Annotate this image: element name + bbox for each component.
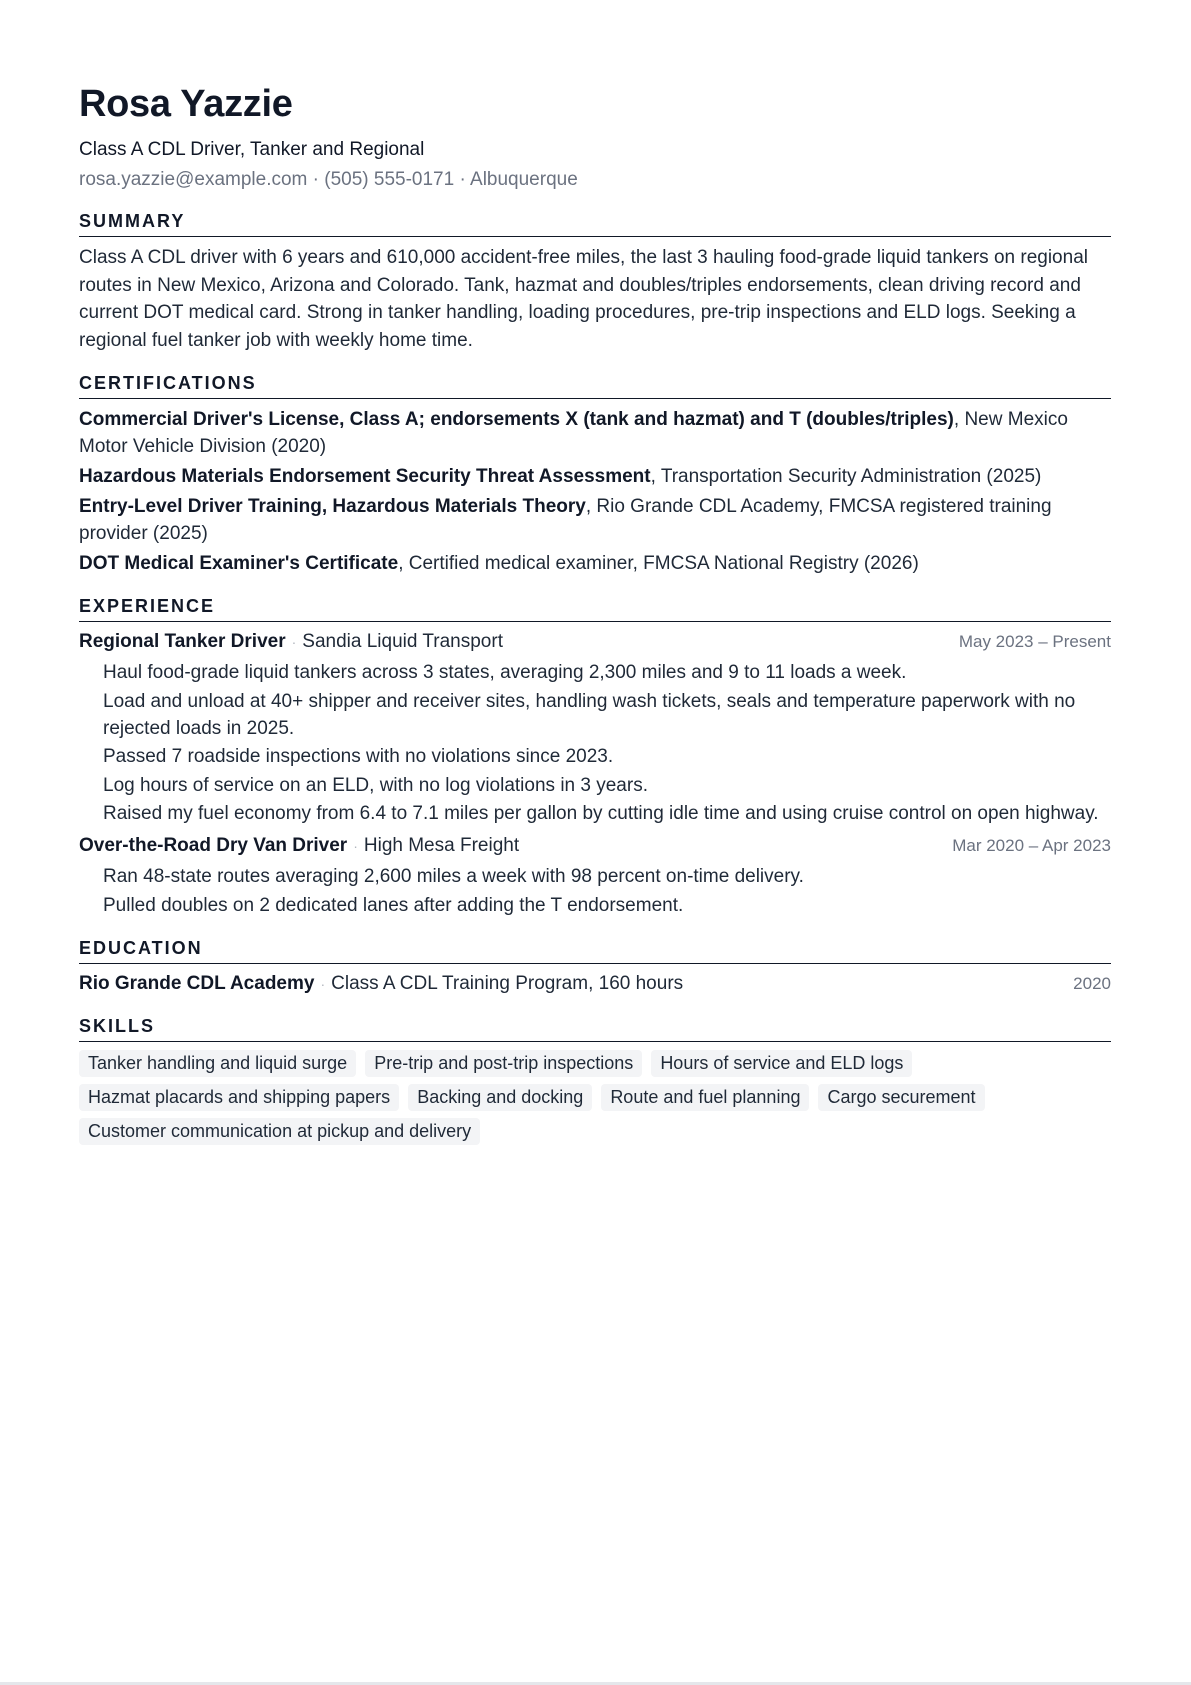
experience-section bbox=[79, 595, 1111, 919]
skills-list bbox=[79, 1050, 1111, 1145]
certification-detail: , New Mexico Motor Vehicle Division (2020) bbox=[79, 409, 1068, 457]
skill-chip: Hours of service and ELD logs bbox=[651, 1050, 912, 1077]
job-dates: May 2023 – Present bbox=[958, 632, 1111, 651]
certification-detail: , Rio Grande CDL Academy, FMCSA registered training provider (2025) bbox=[79, 496, 1052, 544]
skill-chip: Route and fuel planning bbox=[601, 1084, 809, 1111]
section-title-education: EDUCATION bbox=[79, 937, 1111, 964]
job-title: Regional Tanker Driver bbox=[79, 631, 286, 652]
certification-name: Commercial Driver's License, Class A; endorsements X (tank and hazmat) and T (doubles/triples) bbox=[79, 409, 954, 430]
job-bullets bbox=[79, 659, 1111, 827]
job-bullet: Passed 7 roadside inspections with no violations since 2023. bbox=[103, 746, 614, 767]
school-name: Rio Grande CDL Academy bbox=[79, 972, 315, 994]
certification-detail: , Transportation Security Administration (2025) bbox=[650, 466, 1042, 487]
job-bullet: Log hours of service on an ELD, with no log violations in 3 years. bbox=[103, 774, 648, 796]
certification-name: Entry-Level Driver Training, Hazardous Materials Theory bbox=[79, 496, 586, 517]
section-title-certifications: CERTIFICATIONS bbox=[79, 372, 1111, 399]
certification-detail: , Certified medical examiner, FMCSA National Registry (2026) bbox=[398, 553, 919, 574]
education-year: 2020 bbox=[1073, 973, 1111, 993]
certification-item bbox=[79, 463, 1111, 490]
company-name: Sandia Liquid Transport bbox=[302, 631, 503, 652]
job-dates: Mar 2020 – Apr 2023 bbox=[952, 836, 1111, 855]
contact-line: rosa.yazzie@example.com · (505) 555-0171 · Albuquerque bbox=[79, 169, 578, 190]
skill-chip: Cargo securement bbox=[818, 1084, 984, 1111]
certification-item bbox=[79, 406, 1111, 460]
certification-name: DOT Medical Examiner's Certificate bbox=[79, 553, 399, 574]
skill-chip: Backing and docking bbox=[408, 1084, 592, 1111]
certifications-section bbox=[79, 372, 1111, 577]
separator-dot: · bbox=[353, 838, 358, 854]
job-entry bbox=[79, 629, 1111, 827]
summary-text: Class A CDL driver with 6 years and 610,000 accident-free miles, the last 3 hauling food-grade liquid tankers on regional routes in New Mexico, Arizona and Colorado. Tank, hazmat and doubles/triples endorsements, clean driving record and current DOT medical card. Strong in tanker handling, loading procedures, pre-trip inspections and ELD logs. Seeking a regional fuel tanker job with weekly home time. bbox=[79, 247, 1088, 351]
skill-chip: Customer communication at pickup and delivery bbox=[79, 1118, 480, 1145]
job-bullet: Raised my fuel economy from 6.4 to 7.1 miles per gallon by cutting idle time and using cruise control on open highway. bbox=[103, 803, 1099, 824]
certification-name: Hazardous Materials Endorsement Security Threat Assessment bbox=[79, 466, 651, 487]
education-section bbox=[79, 937, 1111, 997]
job-bullets bbox=[79, 863, 1111, 919]
program-name: Class A CDL Training Program, 160 hours bbox=[331, 972, 684, 994]
separator-dot: · bbox=[291, 634, 297, 650]
certification-item bbox=[79, 550, 1111, 577]
resume-header bbox=[79, 78, 1111, 192]
company-name: High Mesa Freight bbox=[363, 835, 520, 856]
headline: Class A CDL Driver, Tanker and Regional bbox=[79, 139, 425, 160]
candidate-name: Rosa Yazzie bbox=[79, 83, 293, 125]
skill-chip: Hazmat placards and shipping papers bbox=[79, 1084, 399, 1111]
job-bullet: Load and unload at 40+ shipper and receiver sites, handling wash tickets, seals and temperature paperwork with no rejected loads in 2025. bbox=[103, 690, 1076, 739]
job-entry bbox=[79, 833, 1111, 919]
job-bullet: Ran 48-state routes averaging 2,600 miles a week with 98 percent on-time delivery. bbox=[103, 866, 804, 887]
skill-chip: Pre-trip and post-trip inspections bbox=[365, 1050, 642, 1077]
separator-dot: · bbox=[320, 975, 326, 992]
summary-section bbox=[79, 210, 1111, 354]
job-title: Over-the-Road Dry Van Driver bbox=[79, 835, 348, 856]
section-title-summary: SUMMARY bbox=[79, 210, 1111, 237]
skills-section bbox=[79, 1015, 1111, 1145]
job-bullet: Pulled doubles on 2 dedicated lanes after adding the T endorsement. bbox=[103, 894, 684, 916]
job-bullet: Haul food-grade liquid tankers across 3 states, averaging 2,300 miles and 9 to 11 loads a week. bbox=[103, 662, 907, 683]
education-entry bbox=[79, 971, 1111, 997]
section-title-skills: SKILLS bbox=[79, 1015, 1111, 1042]
certification-item bbox=[79, 493, 1111, 547]
skill-chip: Tanker handling and liquid surge bbox=[79, 1050, 356, 1077]
section-title-experience: EXPERIENCE bbox=[79, 595, 1111, 622]
